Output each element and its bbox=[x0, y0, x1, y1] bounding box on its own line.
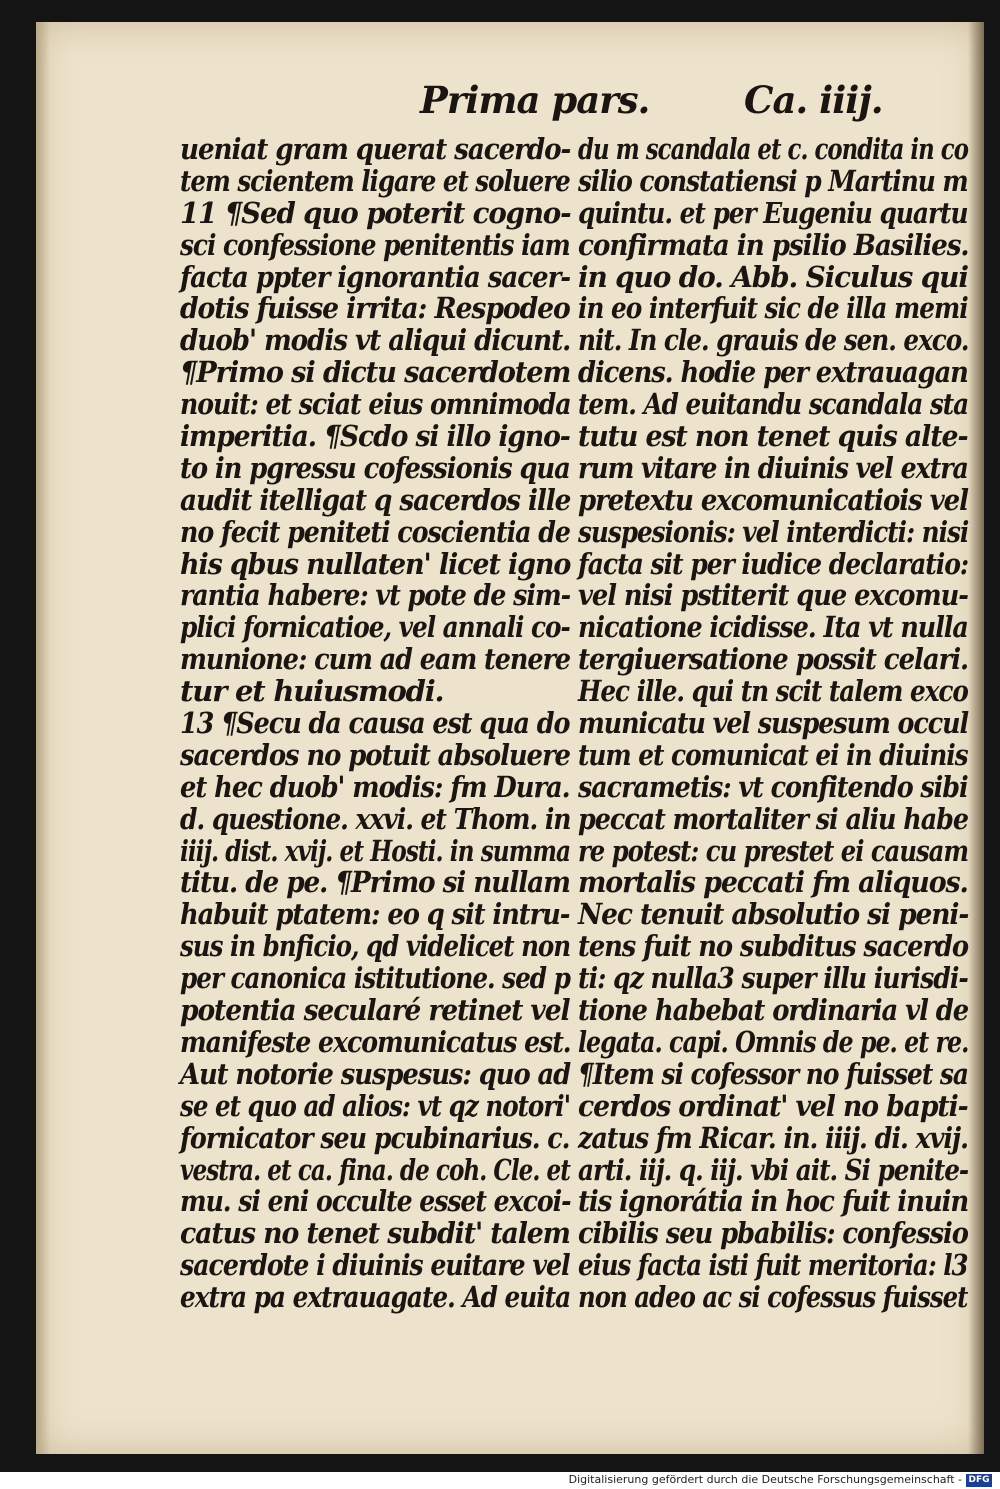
text-line: habuit ptatem: eo q sit intru- bbox=[180, 897, 570, 932]
text-line: audit itelligat q sacerdos ille bbox=[180, 482, 571, 517]
text-line: sacerdote i diuinis euitare vel bbox=[180, 1248, 570, 1283]
text-line: his qbus nullaten' licet igno bbox=[180, 546, 571, 581]
text-line: re potest: cu prestet ei causam bbox=[578, 833, 969, 868]
text-line: tem scientem ligare et soluere bbox=[180, 163, 570, 198]
text-line: per canonica istitutione. sed p bbox=[180, 961, 570, 996]
text-line: facta sit per iudice declaratio: bbox=[578, 546, 969, 581]
digitization-credit: Digitalisierung gefördert durch die Deutsche Forschungsgemeinschaft - bbox=[568, 1473, 962, 1486]
text-column-right bbox=[578, 134, 968, 1314]
text-line: arti. iij. q. iij. vbi ait. Si penite- bbox=[578, 1152, 969, 1187]
text-line: silio constatiensi p Martinu m bbox=[578, 163, 968, 198]
text-line: ti: qz nulla3 super illu iurisdi- bbox=[578, 961, 968, 996]
text-line: 13 ¶Secu da causa est qua do bbox=[180, 706, 570, 741]
text-line: plici fornicatioe, vel annali co- bbox=[180, 610, 570, 645]
text-line: no fecit peniteti coscientia de bbox=[180, 514, 570, 549]
text-line: et hec duob' modis: fm Dura. bbox=[180, 769, 570, 804]
text-line: pretextu excomunicatiois vel bbox=[578, 482, 968, 517]
text-line: munione: cum ad eam tenere bbox=[180, 642, 570, 677]
chapter-heading: Ca. iiij. bbox=[744, 78, 883, 122]
text-line: suspesionis: vel interdicti: nisi bbox=[578, 514, 969, 549]
text-line: ¶Primo si dictu sacerdotem bbox=[180, 355, 571, 390]
text-line: du m scandala et c. condita in co bbox=[578, 132, 968, 166]
text-line: dicens. hodie per extrauagan bbox=[578, 355, 968, 390]
text-line: nicatione icidisse. Ita vt nulla bbox=[578, 610, 968, 645]
text-line: fornicator seu pcubinarius. c. bbox=[180, 1120, 570, 1155]
text-line: mortalis peccati fm aliquos. bbox=[578, 865, 968, 900]
text-line: rum vitare in diuinis vel extra bbox=[578, 450, 968, 485]
running-title: Prima pars. bbox=[420, 78, 650, 122]
text-line: municatu vel suspesum occul bbox=[578, 706, 969, 741]
text-line: dotis fuisse irrita: Respodeo bbox=[180, 291, 570, 326]
page-outer-edge bbox=[968, 22, 984, 1454]
text-line: facta ppter ignorantia sacer- bbox=[180, 259, 571, 294]
text-line: sci confessione penitentis iam bbox=[180, 227, 570, 262]
text-line: sacrametis: vt confitendo sibi bbox=[578, 769, 968, 804]
text-line: ¶Item si cofessor no fuisset sa bbox=[578, 1056, 968, 1091]
text-line: 11 ¶Sed quo poterit cogno- bbox=[180, 195, 571, 230]
text-line: catus no tenet subdit' talem bbox=[180, 1216, 570, 1251]
text-line: duob' modis vt aliqui dicunt. bbox=[180, 323, 571, 358]
text-column-left bbox=[180, 134, 570, 1314]
text-line: mu. si eni occulte esset excoi- bbox=[180, 1184, 571, 1219]
text-line: quintu. et per Eugeniu quartu bbox=[578, 195, 968, 230]
text-line: cerdos ordinat' vel no bapti- bbox=[578, 1088, 968, 1123]
text-line: d. questione. xxvi. et Thom. in bbox=[180, 801, 571, 836]
text-line: extra pa extrauagate. Ad euita bbox=[180, 1280, 571, 1315]
text-line: se et quo ad alios: vt qz notori' bbox=[180, 1088, 571, 1123]
text-line: rantia habere: vt pote de sim- bbox=[180, 578, 571, 613]
text-line: titu. de pe. ¶Primo si nullam bbox=[180, 865, 570, 900]
text-line: tum et comunicat ei in diuinis bbox=[578, 737, 968, 772]
text-line: sacerdos no potuit absoluere bbox=[180, 737, 570, 772]
text-line: eius facta isti fuit meritoria: l3 bbox=[578, 1248, 968, 1283]
text-line: nit. In cle. grauis de sen. exco. bbox=[578, 323, 969, 358]
text-line: imperitia. ¶Scdo si illo igno- bbox=[180, 419, 570, 454]
text-line: in eo interfuit sic de illa memi bbox=[578, 291, 968, 326]
text-line: vestra. et ca. fina. de coh. Cle. et bbox=[180, 1152, 570, 1187]
text-line: peccat mortaliter si aliu habe bbox=[578, 801, 968, 836]
text-line: tur et huiusmodi. bbox=[180, 674, 444, 709]
text-line: tergiuersatione possit celari. bbox=[578, 642, 969, 677]
text-line: in quo do. Abb. Siculus qui bbox=[578, 259, 968, 294]
text-line: manifeste excomunicatus est. bbox=[180, 1024, 571, 1059]
text-line: sus in bnficio, qd videlicet non bbox=[180, 929, 571, 964]
text-line: confirmata in psilio Basilies. bbox=[578, 227, 969, 262]
text-line: to in pgressu cofessionis qua bbox=[180, 450, 570, 485]
text-line: tem. Ad euitandu scandala sta bbox=[578, 387, 969, 422]
text-line: tutu est non tenet quis alte- bbox=[578, 419, 968, 454]
text-line: legata. capi. Omnis de pe. et re. bbox=[578, 1024, 969, 1059]
text-line: Nec tenuit absolutio si peni- bbox=[578, 897, 969, 932]
text-line: zatus fm Ricar. in. iiij. di. xvij. bbox=[578, 1120, 968, 1155]
text-line: tis ignorátia in hoc fuit inuin bbox=[578, 1184, 969, 1219]
text-line: non adeo ac si cofessus fuisset bbox=[578, 1280, 968, 1315]
text-line: tens fuit no subditus sacerdo bbox=[578, 929, 968, 964]
text-line: vel nisi pstiterit que excomu- bbox=[578, 578, 968, 613]
page-gutter-shadow bbox=[36, 22, 50, 1454]
text-line: potentia secularé retinet vel bbox=[180, 993, 570, 1028]
dfg-logo: DFG bbox=[966, 1474, 992, 1487]
text-line: Hec ille. qui tn scit talem exco bbox=[578, 674, 968, 709]
text-line: cibilis seu pbabilis: confessio bbox=[578, 1216, 968, 1251]
text-line: Aut notorie suspesus: quo ad bbox=[180, 1056, 571, 1091]
text-line: iiij. dist. xvij. et Hosti. in summa bbox=[180, 833, 571, 868]
text-line: nouit: et sciat eius omnimoda bbox=[180, 387, 571, 422]
text-line: ueniat gram querat sacerdo- bbox=[180, 132, 571, 166]
text-line: tione habebat ordinaria vl de bbox=[578, 993, 969, 1028]
